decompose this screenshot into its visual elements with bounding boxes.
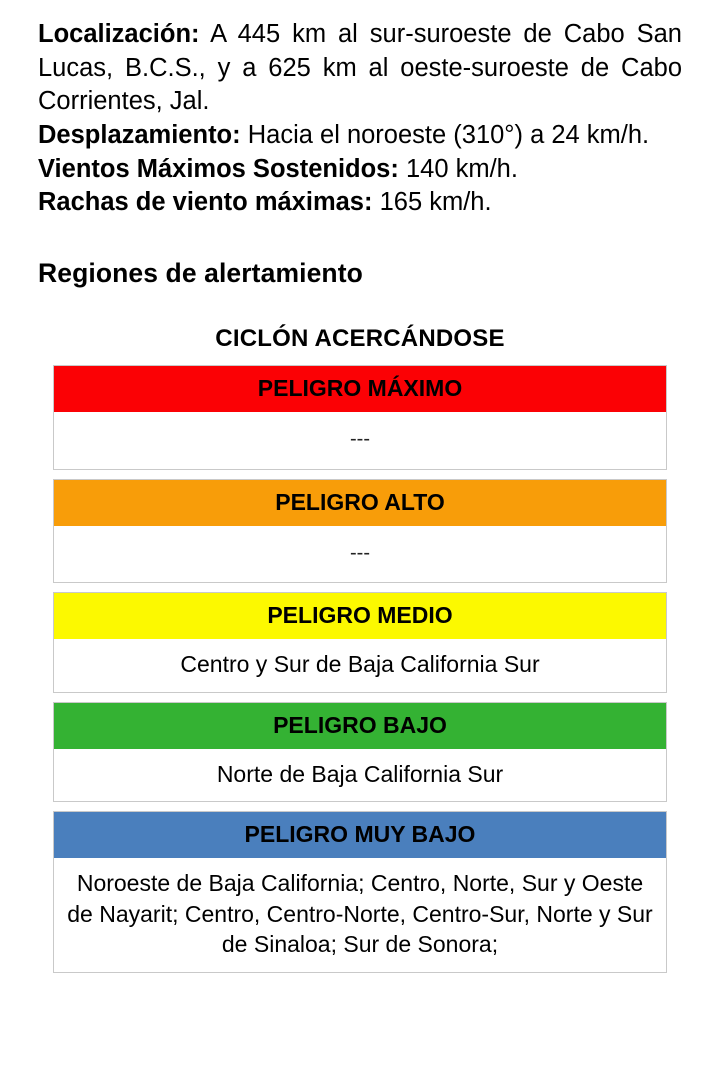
- alert-level-alto: [53, 479, 667, 584]
- info-value-vientos: 140 km/h.: [405, 154, 518, 183]
- alert-level-header: PELIGRO MEDIO: [54, 593, 666, 639]
- alert-level-regions: Norte de Baja California Sur: [54, 749, 666, 802]
- alert-level-muy-bajo: [53, 811, 667, 973]
- alert-level-regions: ---: [54, 412, 666, 469]
- info-label-localizacion: Localización:: [38, 20, 200, 48]
- info-label-desplazamiento: Desplazamiento:: [38, 120, 241, 149]
- alert-level-header: PELIGRO MUY BAJO: [54, 812, 666, 858]
- alert-level-header: PELIGRO ALTO: [54, 480, 666, 526]
- alert-level-regions: Noroeste de Baja California; Centro, Norte, Sur y Oeste de Nayarit; Centro, Centro-Norte, Centro-Sur, Norte y Sur de Sinaloa; Sur de Sonora;: [54, 858, 666, 972]
- info-line-localizacion: [38, 18, 682, 119]
- storm-info-block: [38, 18, 682, 220]
- alert-level-regions: ---: [54, 526, 666, 583]
- alert-levels-list: [53, 365, 667, 973]
- table-heading-ciclon: CICLÓN ACERCÁNDOSE: [215, 324, 505, 352]
- info-label-rachas: Rachas de viento máximas:: [38, 188, 373, 217]
- section-title-regiones: Regiones de alertamiento: [38, 257, 363, 288]
- info-line-rachas: [38, 186, 682, 220]
- alert-level-maximo: [53, 365, 667, 470]
- info-value-rachas: 165 km/h.: [379, 188, 492, 217]
- alert-level-header: PELIGRO MÁXIMO: [54, 366, 666, 412]
- info-value-localizacion: A 445 km al sur-suroeste de Cabo San Lucas, B.C.S., y a 625 km al oeste-suroeste de Cabo Corrientes, Jal.: [38, 20, 682, 116]
- info-line-vientos: [38, 153, 682, 187]
- alert-level-header: PELIGRO BAJO: [54, 703, 666, 749]
- info-label-vientos: Vientos Máximos Sostenidos:: [38, 154, 399, 183]
- info-line-desplazamiento: [38, 119, 682, 153]
- alert-level-bajo: [53, 702, 667, 803]
- alert-level-medio: [53, 592, 667, 693]
- alert-level-regions: Centro y Sur de Baja California Sur: [54, 639, 666, 692]
- info-value-desplazamiento: Hacia el noroeste (310°) a 24 km/h.: [247, 120, 650, 149]
